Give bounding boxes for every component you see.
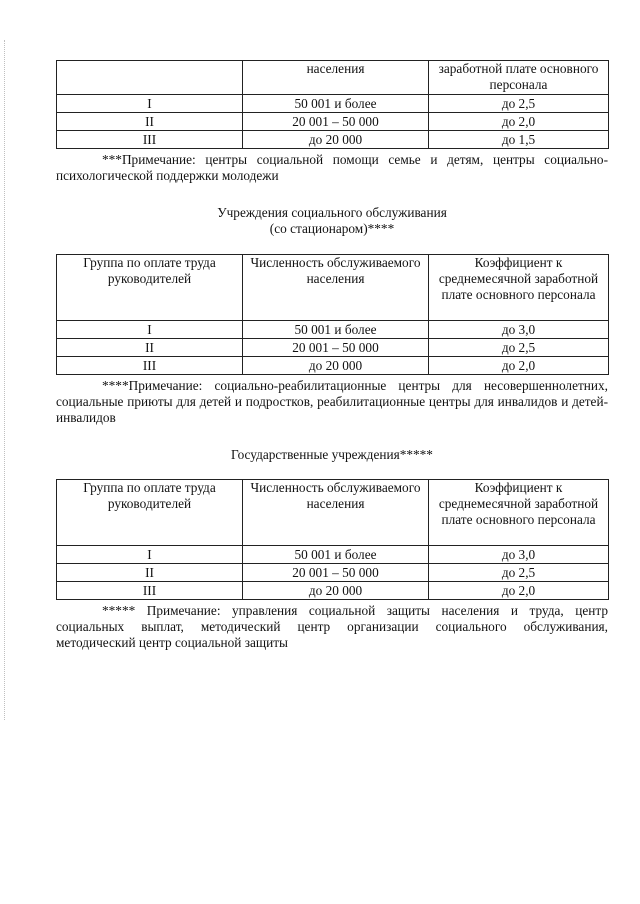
table-header-row (57, 480, 609, 546)
header-cell: Группа по оплате труда руководителей (57, 255, 243, 321)
population-cell: до 20 000 (243, 131, 429, 149)
section-heading-line: (со стационаром)**** (269, 221, 395, 237)
table-row (57, 564, 609, 582)
group-cell: I (57, 546, 243, 564)
table-row (57, 546, 609, 564)
coefficient-cell: до 2,0 (429, 357, 609, 375)
coefficient-cell: до 3,0 (429, 321, 609, 339)
coefficient-cell: до 2,0 (429, 113, 609, 131)
group-cell: III (57, 582, 243, 600)
group-cell: II (57, 339, 243, 357)
population-cell: 50 001 и более (243, 321, 429, 339)
population-cell: 50 001 и более (243, 95, 429, 113)
group-cell: I (57, 321, 243, 339)
footnote-text: ***Примечание: центры социальной помощи семье и детям, центры социально-психологической поддержки молодежи (56, 152, 608, 184)
coefficient-cell: до 1,5 (429, 131, 609, 149)
footnote-text: ****Примечание: социально-реабилитационные центры для несовершеннолетних, социальные приюты для детей и подростков, реабилитационные центры для инвалидов и детей-инвалидов (56, 378, 608, 426)
group-cell: III (57, 131, 243, 149)
table-row (57, 582, 609, 600)
group-cell: II (57, 564, 243, 582)
population-cell: 20 001 – 50 000 (243, 113, 429, 131)
group-cell: II (57, 113, 243, 131)
header-cell (57, 61, 243, 95)
coefficient-cell: до 2,5 (429, 564, 609, 582)
table-state-institutions (56, 479, 609, 600)
header-cell: Коэффициент к среднемесячной заработной плате основного персонала (429, 480, 609, 546)
footnote-2 (56, 378, 608, 427)
header-cell: населения (243, 61, 429, 95)
population-cell: 20 001 – 50 000 (243, 564, 429, 582)
table-inpatient-institutions (56, 254, 609, 375)
table-header-row (57, 255, 609, 321)
group-cell: I (57, 95, 243, 113)
footnote-text: ***** Примечание: управления социальной защиты населения и труда, центр социальных выплат, методический центр организации социального обслуживания, методический центр социальной защиты (56, 603, 608, 651)
header-cell: Численность обслуживаемого населения (243, 255, 429, 321)
table-row (57, 131, 609, 149)
coefficient-cell: до 3,0 (429, 546, 609, 564)
coefficient-cell: до 2,0 (429, 582, 609, 600)
header-cell: Численность обслуживаемого населения (243, 480, 429, 546)
population-cell: до 20 000 (243, 582, 429, 600)
population-cell: 50 001 и более (243, 546, 429, 564)
group-cell: III (57, 357, 243, 375)
section-heading-2 (56, 205, 608, 237)
table-row (57, 339, 609, 357)
footnote-1 (56, 152, 608, 184)
population-cell: 20 001 – 50 000 (243, 339, 429, 357)
section-heading-3: Государственные учреждения***** (231, 447, 433, 462)
table-row (57, 113, 609, 131)
table-row (57, 95, 609, 113)
table-header-row (57, 61, 609, 95)
footnote-3 (56, 603, 608, 652)
section-heading-line: Учреждения социального обслуживания (217, 205, 447, 220)
header-cell: заработной плате основного персонала (429, 61, 609, 95)
header-cell: Коэффициент к среднемесячной заработной плате основного персонала (429, 255, 609, 321)
header-cell: Группа по оплате труда руководителей (57, 480, 243, 546)
table-row (57, 357, 609, 375)
table-continued (56, 60, 609, 149)
coefficient-cell: до 2,5 (429, 339, 609, 357)
population-cell: до 20 000 (243, 357, 429, 375)
coefficient-cell: до 2,5 (429, 95, 609, 113)
table-row (57, 321, 609, 339)
scan-margin-artifact (4, 40, 6, 720)
